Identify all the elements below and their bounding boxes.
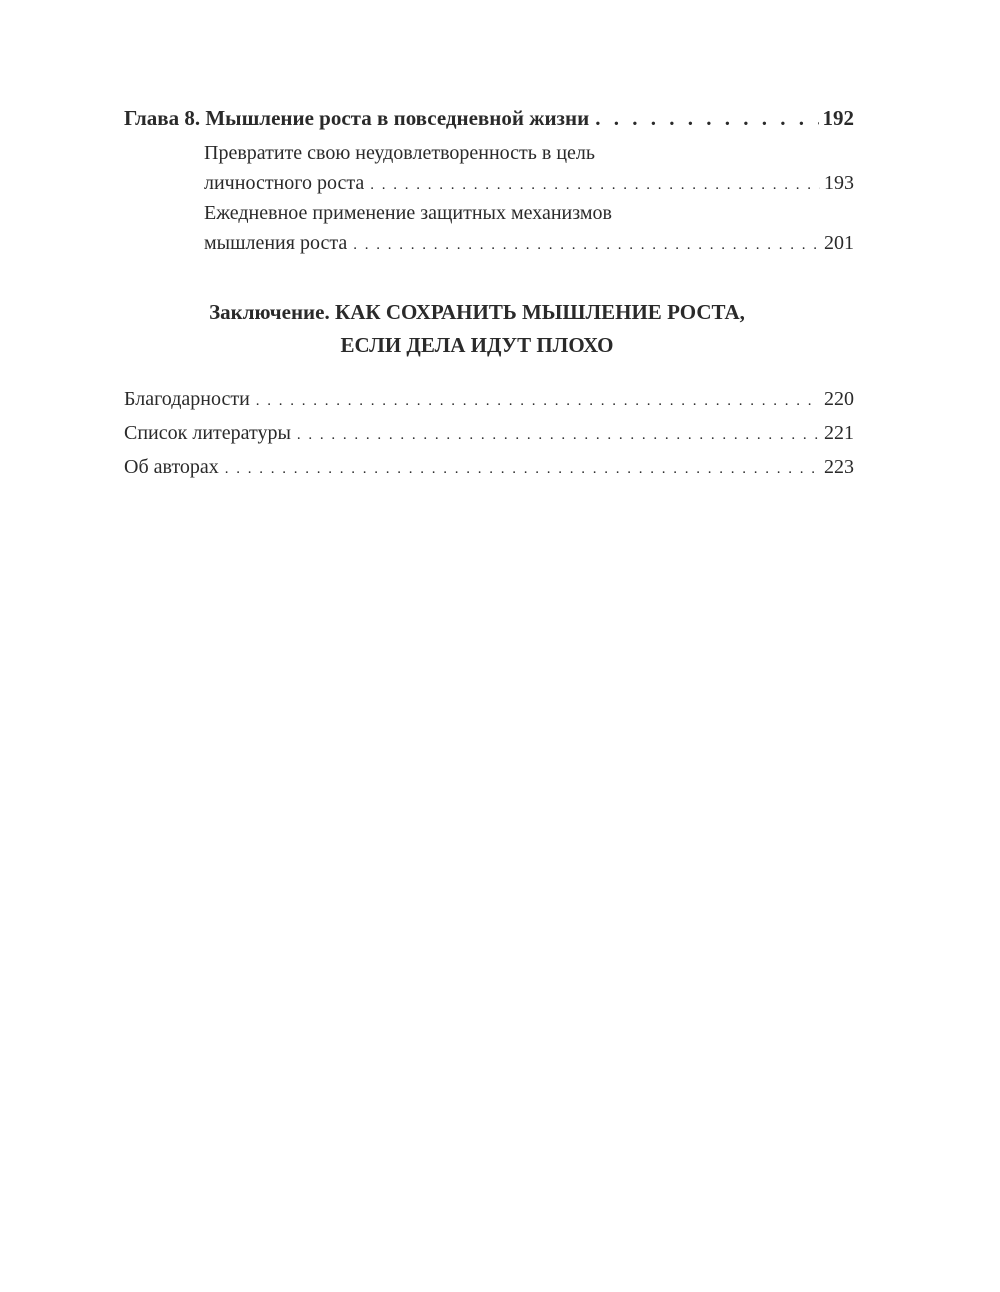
toc-acknowledgements[interactable] <box>124 382 854 416</box>
chapter-title: Глава 8. Мышление роста в повседневной жизни <box>124 106 590 130</box>
toc-section-1[interactable] <box>204 138 854 198</box>
conclusion-line-2: ЕСЛИ ДЕЛА ИДУТ ПЛОХО <box>340 333 614 357</box>
entry-page-number: 220 <box>824 388 854 410</box>
dot-leader <box>297 418 820 452</box>
section-title-line-1: Превратите свою неудовлетворенность в цель <box>204 142 596 164</box>
dot-leader <box>353 230 820 260</box>
entry-page-number: 221 <box>824 422 854 444</box>
dot-leader <box>370 170 820 200</box>
chapter-page-number: 192 <box>822 106 854 130</box>
entry-title: Список литературы <box>124 422 291 444</box>
section-page-number: 201 <box>824 232 854 254</box>
conclusion-heading[interactable] <box>100 296 854 362</box>
entry-title: Об авторах <box>124 456 219 478</box>
entry-title: Благодарности <box>124 388 250 410</box>
conclusion-line-1: Заключение. КАК СОХРАНИТЬ МЫШЛЕНИЕ РОСТА, <box>209 300 745 324</box>
section-title-row <box>204 228 854 258</box>
dot-leader <box>225 452 820 486</box>
toc-about-authors[interactable] <box>124 450 854 484</box>
section-page-number: 193 <box>824 172 854 194</box>
dot-leader <box>595 98 818 138</box>
section-title-row <box>204 168 854 198</box>
toc-references[interactable] <box>124 416 854 450</box>
table-of-contents <box>124 98 854 484</box>
entry-page-number: 223 <box>824 456 854 478</box>
section-title-line-2: личностного роста <box>204 172 365 194</box>
toc-section-2[interactable] <box>204 198 854 258</box>
section-title-line-1: Ежедневное применение защитных механизмов <box>204 202 612 224</box>
dot-leader <box>256 384 820 418</box>
section-title-line-2: мышления роста <box>204 232 348 254</box>
toc-chapter-8[interactable] <box>124 98 854 138</box>
